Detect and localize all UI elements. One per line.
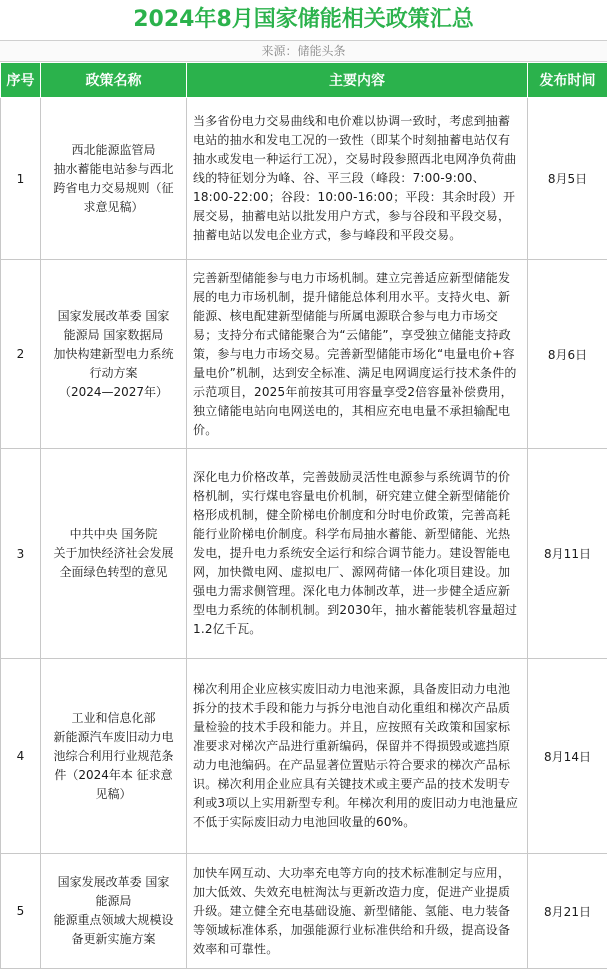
policy-name (41, 854, 187, 969)
policy-name-line: 行动方案 (46, 364, 181, 383)
policy-name (41, 98, 187, 260)
policy-name-line: 国家发展改革委 国家 (46, 307, 181, 326)
header-name: 政策名称 (41, 63, 187, 98)
sheet-title: 2024年8月国家储能相关政策汇总 (0, 0, 607, 41)
policy-content: 加快车网互动、大功率充电等方向的技术标准制定与应用，加大低效、失效充电桩淘汰与更新改造力度，促进产业提质升级。建立健全充电基础设施、新型储能、氢能、电力装备等领域标准体系，加强能源行业标准供给和升级，提高设备效率和可靠性。 (187, 854, 528, 969)
policy-name-line: 备更新实施方案 (46, 930, 181, 949)
policy-name-line: 能源局 (46, 892, 181, 911)
table-header-row (1, 63, 607, 98)
row-no: 2 (1, 260, 41, 449)
policy-name-line: 中共中央 国务院 (46, 525, 181, 544)
policy-name-line: 国家发展改革委 国家 (46, 873, 181, 892)
row-no: 1 (1, 98, 41, 260)
policy-name-line: 求意见稿） (46, 198, 181, 217)
policy-name-line: （2024—2027年） (46, 383, 181, 402)
header-no: 序号 (1, 63, 41, 98)
policy-content: 当多省份电力交易曲线和电价难以协调一致时，考虑到抽蓄电站的抽水和发电工况的一致性（即某个时刻抽蓄电站仅有抽水或发电一种运行工况），交易时段参照西北电网净负荷曲线的特征划分为峰、谷、平三段（峰段：7:00-9:00、18:00-22:00；谷段：10:00-16:00；平段：其余时段）开展交易，抽蓄电站以批发用户方式，参与谷段和平段交易，抽蓄电站以发电企业方式，参与峰段和平段交易。 (187, 98, 528, 260)
policy-name-line: 关于加快经济社会发展 (46, 544, 181, 563)
policy-name-line: 池综合利用行业规范条 (46, 747, 181, 766)
table-row (1, 659, 607, 854)
policy-table (0, 62, 607, 969)
policy-name-line: 能源局 国家数据局 (46, 326, 181, 345)
policy-name-line: 见稿） (46, 785, 181, 804)
header-content: 主要内容 (187, 63, 528, 98)
policy-name-line: 新能源汽车废旧动力电 (46, 728, 181, 747)
publish-date: 8月21日 (528, 854, 607, 969)
table-row (1, 449, 607, 659)
source-line: 来源：储能头条 (0, 41, 607, 62)
policy-name-line: 跨省电力交易规则（征 (46, 179, 181, 198)
policy-name-line: 抽水蓄能电站参与西北 (46, 160, 181, 179)
policy-name-line: 加快构建新型电力系统 (46, 345, 181, 364)
publish-date: 8月14日 (528, 659, 607, 854)
publish-date: 8月6日 (528, 260, 607, 449)
table-row (1, 854, 607, 969)
policy-name (41, 260, 187, 449)
policy-content: 完善新型储能参与电力市场机制。建立完善适应新型储能发展的电力市场机制，提升储能总体利用水平。支持火电、新能源、核电配建新型储能与所属电源联合参与电力市场交易；支持分布式储能聚合为“云储能”，享受独立储能支持政策，参与电力市场交易。完善新型储能市场化“电量电价+容量电价”机制，达到安全标准、满足电网调度运行技术条件的示范项目，2025年前按其可用容量享受2倍容量补偿费用，独立储能电站向电网送电的，其相应充电电量不承担输配电价。 (187, 260, 528, 449)
table-row (1, 260, 607, 449)
policy-name (41, 659, 187, 854)
policy-name-line: 件（2024年本 征求意 (46, 766, 181, 785)
policy-name-line: 工业和信息化部 (46, 709, 181, 728)
policy-name-line: 能源重点领域大规模设 (46, 911, 181, 930)
row-no: 4 (1, 659, 41, 854)
policy-content: 深化电力价格改革，完善鼓励灵活性电源参与系统调节的价格机制，实行煤电容量电价机制，研究建立健全新型储能价格形成机制，健全阶梯电价制度和分时电价政策，完善高耗能行业阶梯电价制度。科学布局抽水蓄能、新型储能、光热发电，提升电力系统安全运行和综合调节能力。建设智能电网，加快微电网、虚拟电厂、源网荷储一体化项目建设。加强电力需求侧管理。深化电力体制改革，进一步健全适应新型电力系统的体制机制。到2030年，抽水蓄能装机容量超过1.2亿千瓦。 (187, 449, 528, 659)
policy-name-line: 西北能源监管局 (46, 141, 181, 160)
row-no: 5 (1, 854, 41, 969)
header-date: 发布时间 (528, 63, 607, 98)
publish-date: 8月5日 (528, 98, 607, 260)
policy-content: 梯次利用企业应核实废旧动力电池来源，具备废旧动力电池拆分的技术手段和能力与拆分电池自动化重组和梯次产品质量检验的技术手段和能力。并且，应按照有关政策和国家标准要求对梯次产品进行重新编码，保留并不得损毁或遮挡原动力电池编码。在产品显著位置贴示符合要求的梯次产品标识。梯次利用企业应具有关键技术或主要产品的技术发明专利或3项以上实用新型专利。年梯次利用的废旧动力电池量应不低于实际废旧动力电池回收量的60%。 (187, 659, 528, 854)
policy-name-line: 全面绿色转型的意见 (46, 563, 181, 582)
policy-name (41, 449, 187, 659)
row-no: 3 (1, 449, 41, 659)
table-row (1, 98, 607, 260)
publish-date: 8月11日 (528, 449, 607, 659)
